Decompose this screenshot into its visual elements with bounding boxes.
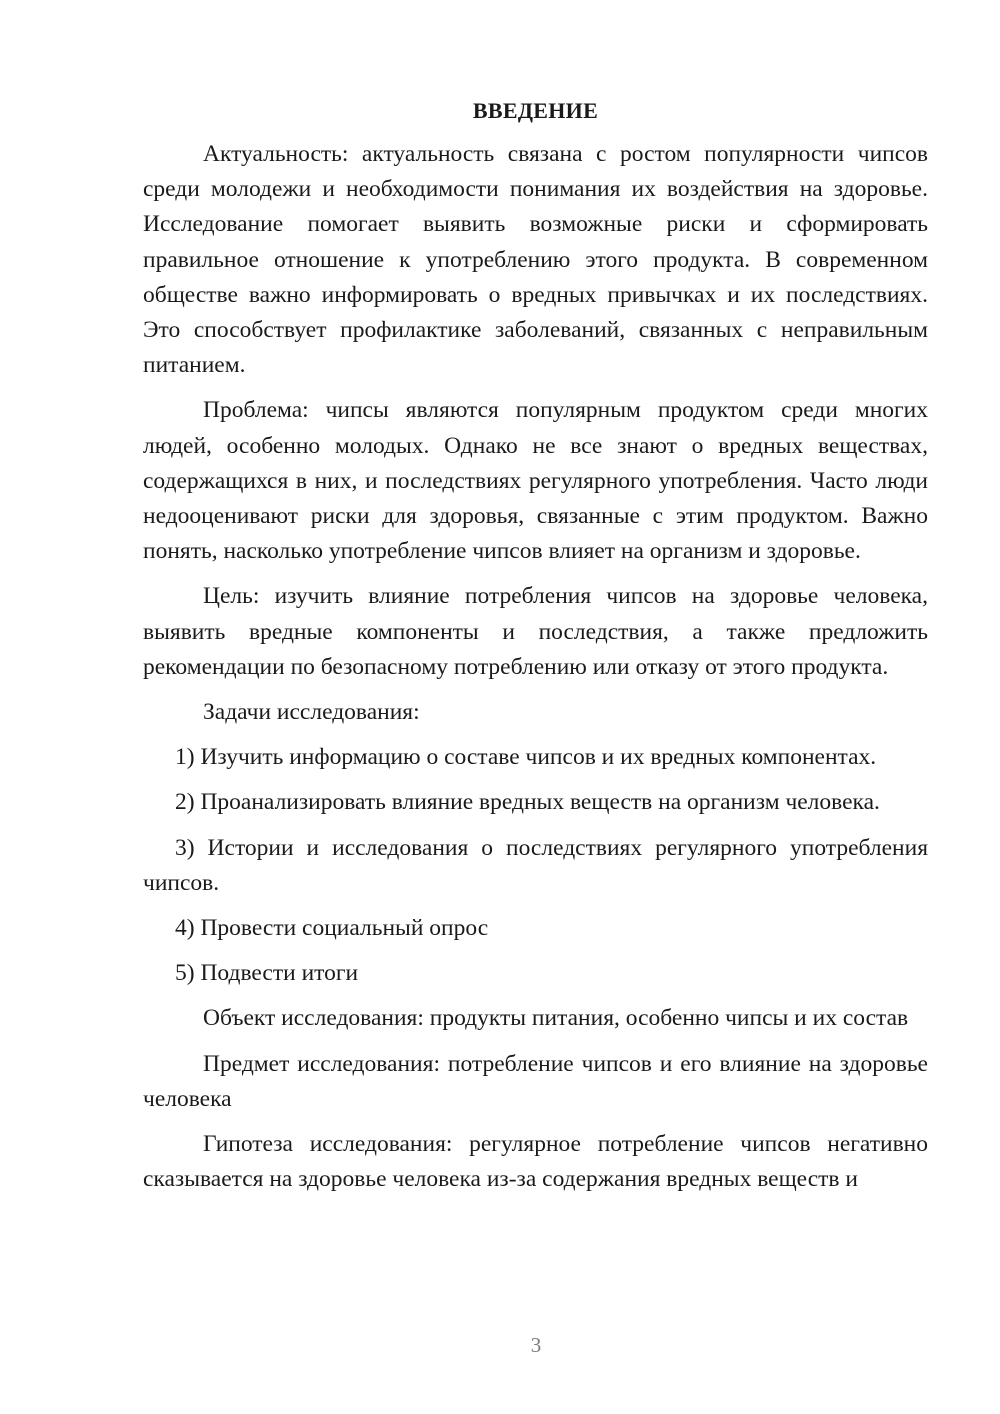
tasks-heading: Задачи исследования:	[203, 699, 420, 726]
page-content	[143, 95, 928, 1207]
task-item-1: 1) Изучить информацию о составе чипсов и их вредных компонентах.	[175, 744, 877, 771]
page-title: ВВЕДЕНИЕ	[472, 98, 599, 123]
task-item-5: 5) Подвести итоги	[175, 960, 359, 987]
relevance-paragraph: Актуальность: актуальность связана с ростом популярности чипсов среди молодежи и необходимости понимания их воздействия на здоровье. Исследование помогает выявить возможные риски и сформировать правильное отношение к употреблению этого продукта. В современном обществе важно информировать о вредных привычках и их последствиях. Это способствует профилактике заболеваний, связанных с неправильным питанием.	[143, 141, 928, 379]
task-item-4: 4) Провести социальный опрос	[175, 915, 489, 942]
task-item-3: 3) Истории и исследования о последствиях регулярного употребления чипсов.	[143, 834, 928, 896]
page-number: 3	[530, 1333, 542, 1357]
hypothesis-paragraph: Гипотеза исследования: регулярное потребление чипсов негативно сказывается на здоровье человека из-за содержания вредных веществ и	[143, 1131, 928, 1193]
problem-paragraph: Проблема: чипсы являются популярным продуктом среди многих людей, особенно молодых. Однако не все знают о вредных веществах, содержащихся в них, и последствиях регулярного употребления. Часто люди недооценивают риски для здоровья, связанные с этим продуктом. Важно понять, насколько употребление чипсов влияет на организм и здоровье.	[143, 397, 928, 565]
research-object-paragraph: Объект исследования: продукты питания, особенно чипсы и их состав	[203, 1005, 909, 1032]
research-subject-paragraph: Предмет исследования: потребление чипсов и его влияние на здоровье человека	[143, 1050, 928, 1112]
goal-paragraph: Цель: изучить влияние потребления чипсов на здоровье человека, выявить вредные компоненты и последствия, а также предложить рекомендации по безопасному потреблению или отказу от этого продукта.	[143, 583, 928, 680]
task-item-2: 2) Проанализировать влияние вредных веществ на организм человека.	[175, 789, 880, 816]
